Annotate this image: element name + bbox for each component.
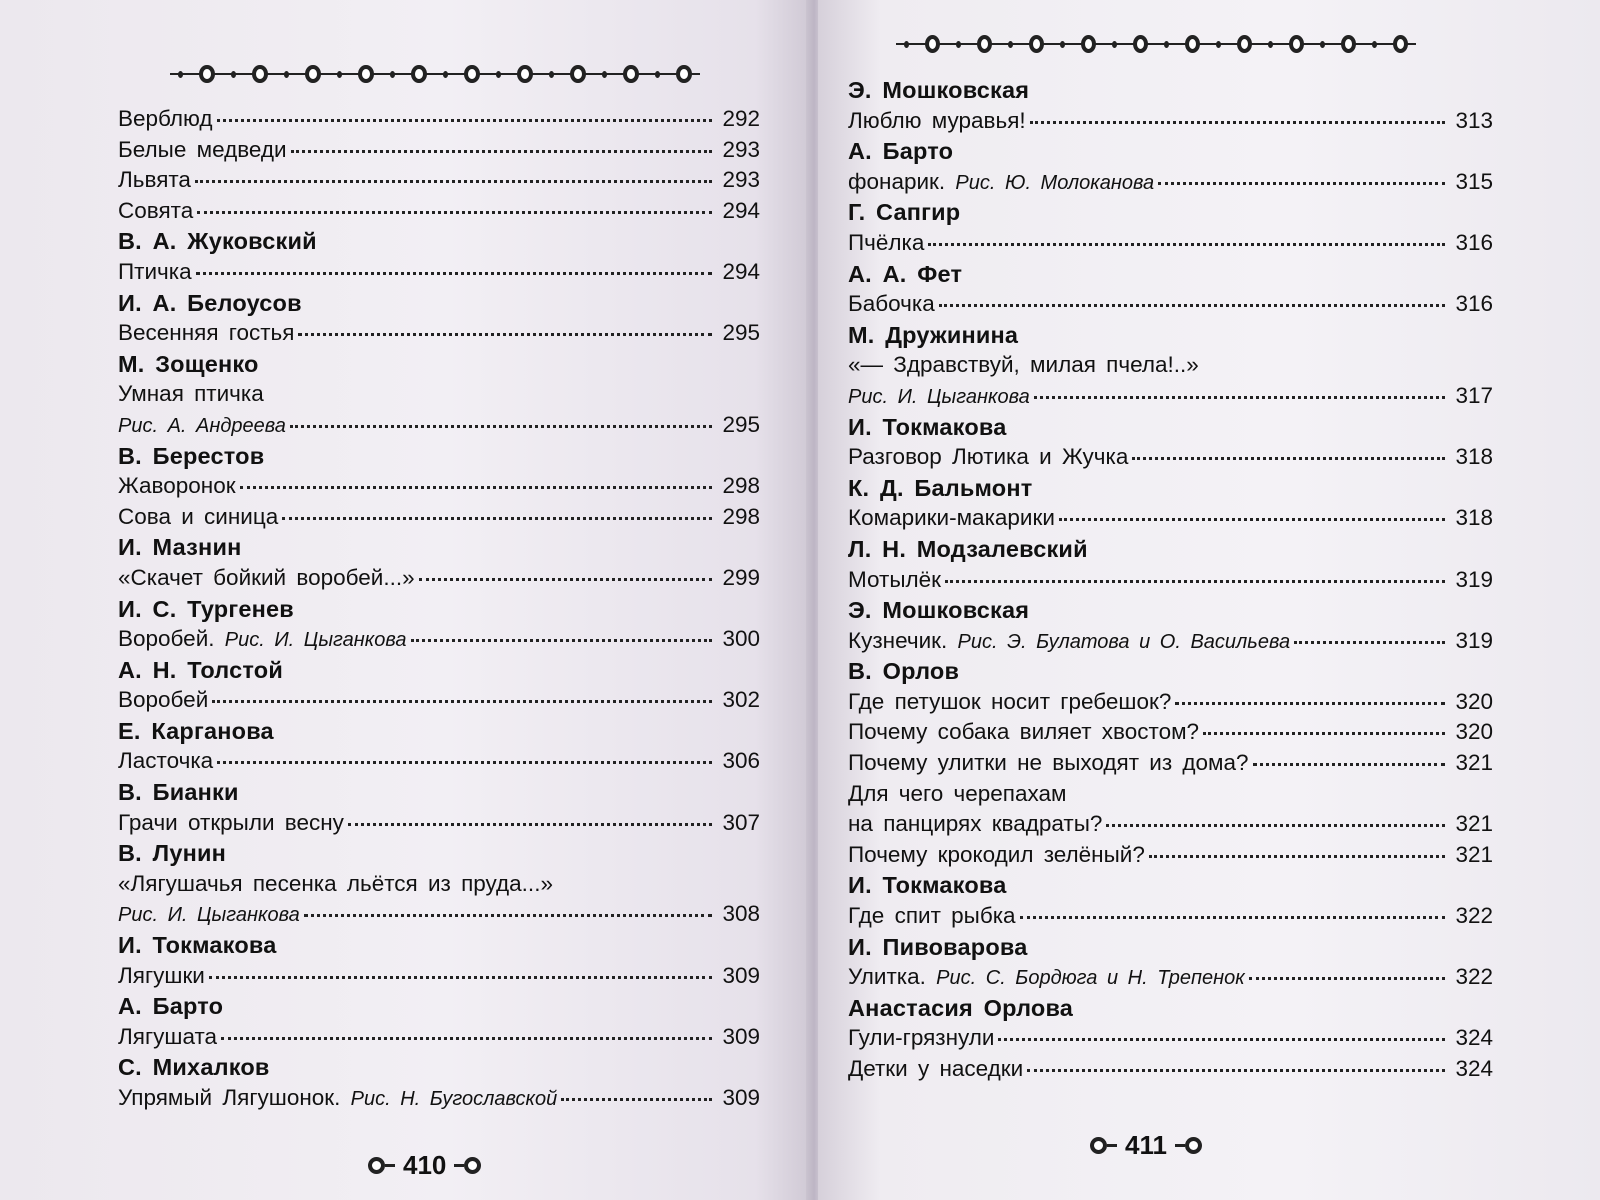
page-number-text: 410 xyxy=(403,1150,447,1180)
entry-text: А. Барто xyxy=(848,138,954,165)
entry-title xyxy=(118,318,294,349)
entry-text: Львята xyxy=(118,167,191,193)
entry-text: Э. Мошковская xyxy=(848,597,1030,624)
toc-entry xyxy=(848,289,1493,320)
dot-leader xyxy=(291,150,712,153)
page-ref: 300 xyxy=(722,626,760,652)
entry-title xyxy=(848,687,1171,718)
toc-author xyxy=(118,349,760,380)
right-page xyxy=(818,0,1600,1200)
author-name xyxy=(848,595,1029,626)
dot-leader xyxy=(1106,824,1445,827)
toc-author xyxy=(118,288,760,319)
toc-entry xyxy=(848,228,1493,259)
author-name xyxy=(848,534,1088,565)
toc-author xyxy=(118,594,760,625)
entry-title xyxy=(118,135,287,166)
entry-title xyxy=(848,962,1245,994)
toc-entry xyxy=(848,687,1493,718)
dot-leader xyxy=(1059,518,1445,521)
entry-text: И. Токмакова xyxy=(118,932,277,959)
page-ref: 293 xyxy=(722,167,760,193)
toc-entry xyxy=(848,106,1493,137)
dot-leader xyxy=(561,1098,712,1101)
dot-leader xyxy=(1027,1069,1445,1072)
entry-title xyxy=(118,379,264,410)
toc-author xyxy=(118,991,760,1022)
dot-leader xyxy=(1175,702,1445,705)
toc-entry xyxy=(118,563,760,594)
entry-title xyxy=(118,869,553,900)
entry-text: И. Пивоварова xyxy=(848,933,1028,960)
page-ref: 293 xyxy=(722,136,760,162)
dot-leader xyxy=(1149,855,1445,858)
page-ref: 320 xyxy=(1455,688,1493,714)
entry-text: Почему улитки не выходят из дома? xyxy=(848,750,1249,776)
author-name xyxy=(848,197,960,228)
page-ref: 298 xyxy=(722,503,760,529)
illustrator-credit xyxy=(118,411,286,442)
page-ref: 321 xyxy=(1455,841,1493,867)
toc-author xyxy=(118,838,760,869)
entry-text: В. Орлов xyxy=(848,658,960,685)
page-ref: 321 xyxy=(1455,750,1493,776)
entry-text: «— Здравствуй, милая пчела!..» xyxy=(848,352,1199,378)
page-ref: 294 xyxy=(722,197,760,223)
toc-entry xyxy=(848,442,1493,473)
toc-author xyxy=(848,320,1493,351)
toc-entry xyxy=(848,809,1493,840)
toc-entry xyxy=(848,962,1493,993)
toc-author xyxy=(118,532,760,563)
entry-text: Совята xyxy=(118,197,194,223)
entry-text: Гули-грязнули xyxy=(848,1025,995,1051)
dot-leader xyxy=(290,425,712,428)
author-name xyxy=(118,777,239,808)
toc-entry xyxy=(848,779,1493,810)
toc-entry xyxy=(848,167,1493,198)
dot-leader xyxy=(197,211,712,214)
author-name xyxy=(118,1052,270,1083)
toc-entry xyxy=(848,626,1493,657)
table-of-contents-right xyxy=(848,75,1493,1085)
entry-text: Рис. А. Андреева xyxy=(118,414,286,437)
toc-author xyxy=(118,226,760,257)
page-ref: 298 xyxy=(722,473,760,499)
page-ref: 308 xyxy=(722,901,760,927)
dot-leader xyxy=(411,639,713,642)
author-name xyxy=(848,320,1018,351)
toc-author xyxy=(848,656,1493,687)
entry-title xyxy=(848,748,1249,779)
author-name xyxy=(118,226,317,257)
entry-title xyxy=(848,1023,994,1054)
author-name xyxy=(848,136,953,167)
dot-leader xyxy=(209,976,712,979)
dot-leader xyxy=(348,823,712,826)
entry-text: Мотылёк xyxy=(848,566,941,592)
entry-text: Комарики-макарики xyxy=(848,505,1055,531)
entry-title xyxy=(848,289,935,320)
entry-title xyxy=(848,228,924,259)
dot-leader xyxy=(1020,916,1445,919)
entry-text: Где спит рыбка xyxy=(848,903,1016,929)
toc-entry xyxy=(848,565,1493,596)
entry-title xyxy=(118,746,213,777)
illustrator-credit xyxy=(848,382,1030,413)
toc-entry xyxy=(118,685,760,716)
entry-text: Улитка. xyxy=(848,964,926,990)
toc-author xyxy=(848,595,1493,626)
dot-leader xyxy=(240,486,712,489)
page-ref: 299 xyxy=(722,564,760,590)
author-name xyxy=(118,288,302,319)
toc-author xyxy=(118,441,760,472)
toc-entry xyxy=(118,165,760,196)
toc-entry xyxy=(118,379,760,410)
entry-text: А. Барто xyxy=(118,993,224,1020)
illustrator-credit: Рис. Н. Бугославской xyxy=(350,1088,558,1110)
toc-entry xyxy=(118,899,760,930)
dot-leader xyxy=(212,700,712,703)
page-ref: 319 xyxy=(1455,627,1493,653)
page-ref: 294 xyxy=(722,258,760,284)
author-name xyxy=(848,412,1007,443)
dot-leader xyxy=(998,1038,1445,1041)
toc-author xyxy=(848,534,1493,565)
entry-text: Где петушок носит гребешок? xyxy=(848,688,1172,714)
entry-title xyxy=(118,502,278,533)
page-ref: 292 xyxy=(722,106,760,131)
toc-entry xyxy=(118,104,760,135)
toc-entry xyxy=(118,471,760,502)
entry-text: И. Токмакова xyxy=(848,413,1007,440)
author-name xyxy=(848,656,959,687)
page-ref: 318 xyxy=(1455,505,1493,531)
toc-entry xyxy=(118,196,760,227)
entry-text: А. А. Фет xyxy=(848,260,963,287)
page-ref: 309 xyxy=(722,962,760,988)
entry-title xyxy=(118,257,192,288)
toc-author xyxy=(118,930,760,961)
entry-title xyxy=(848,106,1026,137)
entry-text: Почему собака виляет хвостом? xyxy=(848,719,1200,745)
entry-text: И. А. Белоусов xyxy=(118,289,302,316)
page-number-text: 411 xyxy=(1125,1130,1167,1160)
toc-entry xyxy=(118,318,760,349)
author-name xyxy=(118,930,277,961)
toc-entry xyxy=(848,748,1493,779)
entry-text: Рис. И. Цыганкова xyxy=(118,904,300,927)
dot-leader xyxy=(217,761,712,764)
dot-leader xyxy=(196,272,712,275)
author-name xyxy=(118,594,294,625)
entry-text: Е. Карганова xyxy=(118,717,274,744)
entry-text: М. Зощенко xyxy=(118,350,259,377)
entry-title xyxy=(848,840,1145,871)
toc-entry xyxy=(848,381,1493,412)
author-name xyxy=(848,870,1007,901)
page-ref: 318 xyxy=(1455,444,1493,470)
illustrator-credit: Рис. Э. Булатова и О. Васильева xyxy=(957,630,1291,653)
dot-leader xyxy=(195,180,712,183)
entry-text: «Лягушачья песенка льётся из пруда...» xyxy=(118,870,553,896)
toc-entry xyxy=(118,624,760,655)
entry-title xyxy=(118,1083,557,1115)
entry-title xyxy=(848,809,1102,840)
entry-text: Лягушки xyxy=(118,962,205,988)
entry-text: Г. Сапгир xyxy=(848,199,961,226)
toc-entry xyxy=(848,1054,1493,1085)
entry-title xyxy=(118,685,208,716)
illustrator-credit: Рис. С. Бордюга и Н. Трепенок xyxy=(936,967,1245,990)
decorative-chain-border-left xyxy=(170,62,700,86)
entry-title xyxy=(848,167,1154,199)
toc-entry xyxy=(118,1083,760,1114)
toc-author xyxy=(848,197,1493,228)
entry-text: Почему крокодил зелёный? xyxy=(848,841,1145,867)
page-ref: 309 xyxy=(722,1023,760,1049)
entry-title xyxy=(848,901,1016,932)
entry-text: Птичка xyxy=(118,258,192,284)
page-ref: 316 xyxy=(1455,291,1493,317)
author-name xyxy=(848,75,1029,106)
entry-title xyxy=(848,565,941,596)
toc-author xyxy=(848,932,1493,963)
page-ref: 317 xyxy=(1455,382,1493,408)
toc-entry xyxy=(848,350,1493,381)
entry-text: Разговор Лютика и Жучка xyxy=(848,444,1129,470)
entry-text: «Скачет бойкий воробей...» xyxy=(118,564,415,590)
entry-text: Ласточка xyxy=(118,748,214,774)
page-ref: 295 xyxy=(722,320,760,346)
dot-leader xyxy=(1294,641,1445,644)
entry-text: К. Д. Бальмонт xyxy=(848,474,1033,501)
page-ref: 324 xyxy=(1455,1025,1493,1051)
toc-entry xyxy=(118,257,760,288)
entry-text: В. Берестов xyxy=(118,442,265,469)
dot-leader xyxy=(928,243,1445,246)
toc-entry xyxy=(848,1023,1493,1054)
page-ref: 307 xyxy=(722,809,760,835)
page-number-right xyxy=(1090,1130,1202,1161)
entry-text: Пчёлка xyxy=(848,229,925,255)
entry-text: Сова и синица xyxy=(118,503,279,529)
table-of-contents-left xyxy=(118,104,760,1114)
dot-leader xyxy=(945,580,1445,583)
entry-text: на панцирях квадраты? xyxy=(848,811,1103,837)
toc-author xyxy=(848,412,1493,443)
decorative-chain-border-right xyxy=(896,32,1416,56)
entry-title xyxy=(118,471,236,502)
entry-title xyxy=(848,1054,1023,1085)
entry-text: Грачи открыли весну xyxy=(118,809,344,835)
toc-author xyxy=(848,473,1493,504)
author-name xyxy=(118,655,283,686)
toc-entry xyxy=(848,901,1493,932)
page-ref: 302 xyxy=(722,687,760,713)
dot-leader xyxy=(1132,457,1445,460)
entry-text: Анастасия Орлова xyxy=(848,994,1074,1021)
page-ref: 316 xyxy=(1455,229,1493,255)
page-ref: 315 xyxy=(1455,168,1493,194)
entry-text: И. Мазнин xyxy=(118,534,242,561)
entry-text: Бабочка xyxy=(848,291,935,317)
entry-title xyxy=(848,442,1128,473)
author-name xyxy=(118,991,223,1022)
entry-text: Кузнечик. xyxy=(848,627,948,653)
entry-title xyxy=(118,624,407,656)
dot-leader xyxy=(1158,182,1445,185)
entry-title xyxy=(118,165,191,196)
entry-text: Воробей. xyxy=(118,626,215,652)
entry-text: Воробей xyxy=(118,687,209,713)
author-name xyxy=(848,473,1032,504)
entry-text: Л. Н. Модзалевский xyxy=(848,535,1088,562)
entry-text: Люблю муравья! xyxy=(848,107,1026,133)
toc-author xyxy=(118,655,760,686)
toc-entry xyxy=(118,502,760,533)
dot-leader xyxy=(419,578,712,581)
entry-title xyxy=(848,626,1290,658)
toc-entry xyxy=(118,1022,760,1053)
entry-text: фонарик. xyxy=(848,168,946,194)
illustrator-credit: Рис. И. Цыганкова xyxy=(224,629,407,652)
entry-title xyxy=(848,717,1199,748)
entry-title xyxy=(848,350,1199,381)
dot-leader xyxy=(1249,977,1445,980)
page-ref: 295 xyxy=(722,411,760,437)
toc-entry xyxy=(118,746,760,777)
toc-author xyxy=(848,259,1493,290)
toc-entry xyxy=(118,961,760,992)
entry-title xyxy=(118,104,213,135)
entry-text: Лягушата xyxy=(118,1023,218,1049)
author-name xyxy=(118,349,259,380)
entry-text: Верблюд xyxy=(118,106,213,131)
dot-leader xyxy=(221,1037,712,1040)
entry-text: И. Токмакова xyxy=(848,872,1007,899)
author-name xyxy=(118,532,241,563)
entry-text: Упрямый Лягушонок. xyxy=(118,1085,341,1110)
toc-entry xyxy=(118,808,760,839)
dot-leader xyxy=(1034,396,1445,399)
entry-text: С. Михалков xyxy=(118,1054,270,1081)
dot-leader xyxy=(1030,121,1445,124)
entry-text: А. Н. Толстой xyxy=(118,656,283,683)
entry-title xyxy=(118,563,415,594)
toc-entry xyxy=(118,410,760,441)
dot-leader xyxy=(217,119,712,122)
entry-title xyxy=(118,808,344,839)
toc-author xyxy=(848,136,1493,167)
toc-author xyxy=(848,870,1493,901)
dot-leader xyxy=(298,333,712,336)
entry-title xyxy=(118,1022,217,1053)
toc-author xyxy=(118,716,760,747)
toc-entry xyxy=(848,717,1493,748)
page-ref: 324 xyxy=(1455,1056,1493,1081)
toc-author xyxy=(118,777,760,808)
entry-text: Рис. И. Цыганкова xyxy=(848,385,1030,408)
author-name xyxy=(118,838,226,869)
entry-title xyxy=(118,196,193,227)
toc-entry xyxy=(848,840,1493,871)
entry-text: В. Бианки xyxy=(118,779,239,806)
dot-leader xyxy=(282,517,712,520)
toc-entry xyxy=(118,135,760,166)
entry-text: Для чего черепахам xyxy=(848,780,1067,806)
page-ref: 322 xyxy=(1455,903,1493,929)
author-name xyxy=(118,716,274,747)
toc-author xyxy=(848,993,1493,1024)
page-ref: 321 xyxy=(1455,811,1493,837)
page-ref: 306 xyxy=(722,748,760,774)
entry-text: И. С. Тургенев xyxy=(118,595,294,622)
dot-leader xyxy=(1203,732,1445,735)
entry-text: В. А. Жуковский xyxy=(118,228,317,255)
author-name xyxy=(848,932,1028,963)
author-name xyxy=(848,993,1073,1024)
illustrator-credit: Рис. Ю. Молоканова xyxy=(955,171,1155,194)
toc-entry xyxy=(118,869,760,900)
entry-text: Белые медведи xyxy=(118,136,287,162)
author-name xyxy=(118,441,264,472)
page-ref: 320 xyxy=(1455,719,1493,745)
toc-entry xyxy=(848,503,1493,534)
entry-text: М. Дружинина xyxy=(848,321,1019,348)
dot-leader xyxy=(939,304,1445,307)
toc-author xyxy=(848,75,1493,106)
toc-author xyxy=(118,1052,760,1083)
entry-title xyxy=(118,961,205,992)
page-number-left xyxy=(368,1150,481,1181)
entry-text: Э. Мошковская xyxy=(848,77,1030,103)
entry-text: Жаворонок xyxy=(118,473,236,499)
entry-text: Детки у наседки xyxy=(848,1056,1024,1081)
dot-leader xyxy=(1253,763,1445,766)
page-ref: 322 xyxy=(1455,964,1493,990)
page-ref: 309 xyxy=(722,1085,760,1110)
dot-leader xyxy=(304,914,712,917)
page-ref: 319 xyxy=(1455,566,1493,592)
illustrator-credit xyxy=(118,900,300,931)
entry-title xyxy=(848,503,1055,534)
page-ref: 313 xyxy=(1455,107,1493,133)
entry-text: Весенняя гостья xyxy=(118,320,295,346)
entry-title xyxy=(848,779,1066,810)
entry-text: Умная птичка xyxy=(118,381,264,407)
author-name xyxy=(848,259,962,290)
entry-text: В. Лунин xyxy=(118,840,227,867)
